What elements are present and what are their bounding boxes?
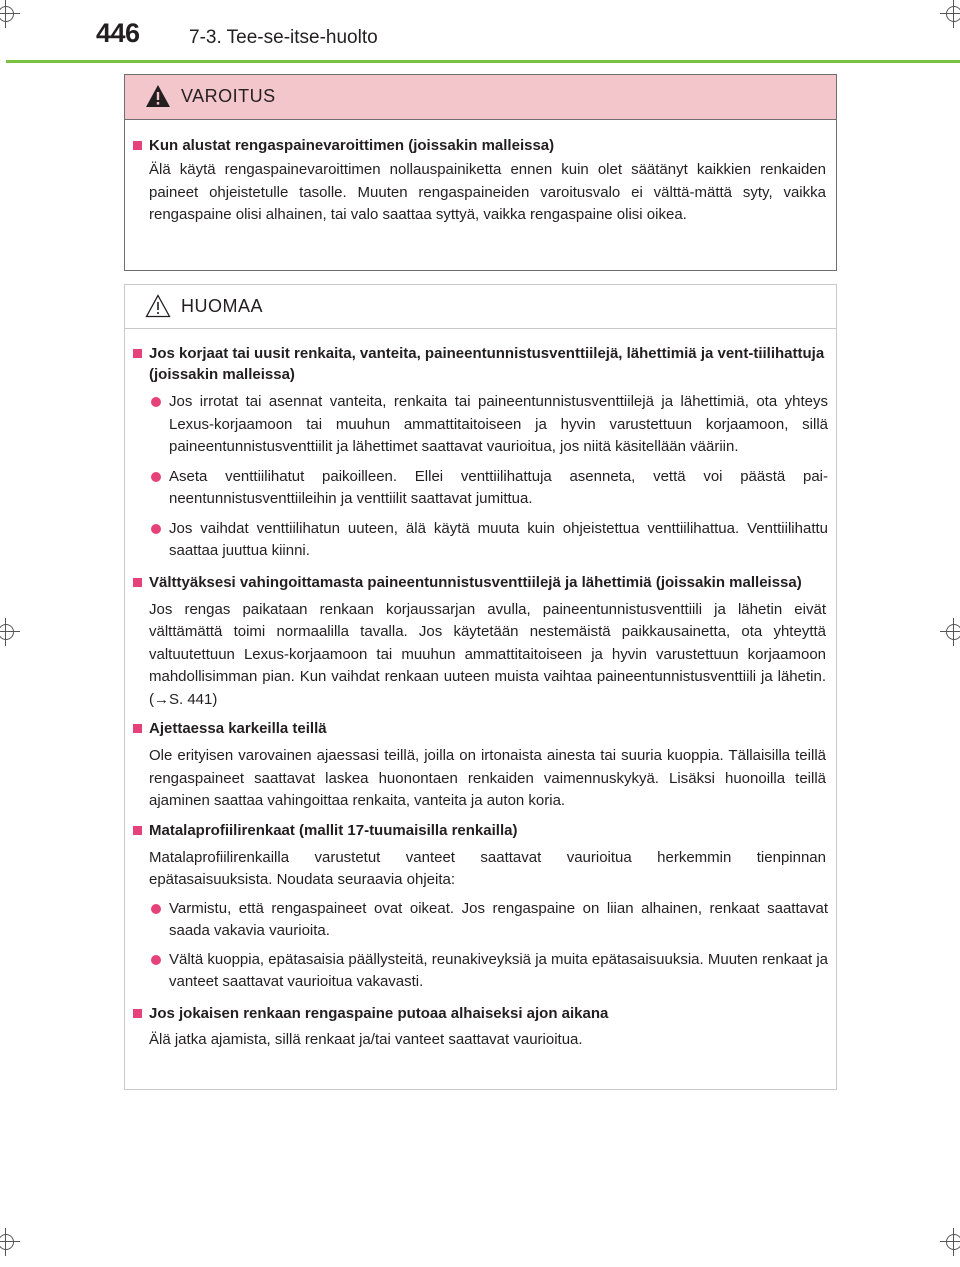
warning-text: Älä käytä rengaspainevaroittimen nollauspainiketta ennen kuin olet säätänyt kaikkien renkaiden paineet ohjeistetulle tasolle. Muuten rengaspaineiden varoitusvalo ei välttä-mättä syty, vaikka rengaspaine olisi alhainen, tai valo saattaa syttyä, vaikka rengaspaine olisi oikea. xyxy=(149,161,826,223)
notice-box xyxy=(124,284,837,1090)
notice-bullet-1-2: Aseta venttiilihatut paikoilleen. Ellei venttiilihattuja asenneta, vettä voi päästä pai-neentunnistusventtiileihin ja venttiilit saattavat jumittua. xyxy=(125,466,836,511)
warning-content xyxy=(125,135,836,227)
notice-heading-3: Ajettaessa karkeilla teillä xyxy=(125,718,836,739)
crop-mark-bottom-right xyxy=(940,1228,960,1256)
crop-mark-middle-left xyxy=(0,618,20,646)
notice-bullet-4-1: Varmistu, että rengaspaineet ovat oikeat. Jos rengaspaine on liian alhainen, renkaat saattavat saada vakavia vaurioita. xyxy=(125,898,836,943)
warning-header xyxy=(125,75,836,120)
notice-heading-2: Välttyäksesi vahingoittamasta paineentunnistusventtiilejä ja lähettimiä (joissakin malleissa) xyxy=(125,572,836,593)
square-bullet-icon xyxy=(133,826,142,835)
warning-title: VAROITUS xyxy=(181,86,276,106)
crop-mark-middle-right xyxy=(940,618,960,646)
square-bullet-icon xyxy=(133,1009,142,1018)
crop-mark-top-left xyxy=(0,0,20,28)
notice-content xyxy=(125,343,836,1051)
circle-bullet-icon xyxy=(151,955,161,965)
warning-triangle-icon xyxy=(145,84,171,108)
square-bullet-icon xyxy=(133,141,142,150)
notice-bullet-1-3: Jos vaihdat venttiilihatun uuteen, älä käytä muuta kuin ohjeistettua venttiilihattua. Venttiilihattu saattaa juuttua kiinni. xyxy=(125,518,836,563)
notice-text-2: Jos rengas paikataan renkaan korjaussarjan avulla, paineentunnistusventtiili ja lähetin eivät välttämättä toimi normaalilla tavalla. Jos käytetään nestemäistä paikkausainetta, ota yhteyttä valtuutettuun Lexus-korjaamoon tai muuhun ammattitaitoiseen ja hyvin varustettuun korjaamoon mahdollisimman pian. Kun vaihdat renkaan uuteen muista vaihtaa paineentunnistusventtiili ja lähetin. (→S. 441) xyxy=(149,600,826,708)
square-bullet-icon xyxy=(133,724,142,733)
square-bullet-icon xyxy=(133,578,142,587)
circle-bullet-icon xyxy=(151,397,161,407)
page-number: 446 xyxy=(96,18,140,48)
warning-box xyxy=(124,74,837,271)
header-rule xyxy=(6,60,960,63)
square-bullet-icon xyxy=(133,349,142,358)
circle-bullet-icon xyxy=(151,524,161,534)
notice-heading-1: Jos korjaat tai uusit renkaita, vanteita, paineentunnistusventtiilejä, lähettimiä ja vent-tiilihattuja (joissakin malleissa) xyxy=(125,343,836,385)
circle-bullet-icon xyxy=(151,904,161,914)
caution-triangle-icon xyxy=(145,294,171,318)
notice-bullet-4-2: Vältä kuoppia, epätasaisia päällysteitä, reunakiveyksiä ja muita epätasaisuuksia. Muuten renkaat ja vanteet saattavat vaurioitua vakavasti. xyxy=(125,949,836,994)
warning-heading: Kun alustat rengaspainevaroittimen (joissakin malleissa) xyxy=(125,135,836,156)
notice-heading-5: Jos jokaisen renkaan rengaspaine putoaa alhaiseksi ajon aikana xyxy=(125,1003,836,1024)
notice-title: HUOMAA xyxy=(181,296,264,316)
circle-bullet-icon xyxy=(151,472,161,482)
notice-heading-4: Matalaprofiilirenkaat (mallit 17-tuumaisilla renkailla) xyxy=(125,820,836,841)
crop-mark-bottom-left xyxy=(0,1228,20,1256)
section-title: 7-3. Tee-se-itse-huolto xyxy=(189,27,378,48)
notice-text-3: Ole erityisen varovainen ajaessasi teillä, joilla on irtonaista ainesta tai suuria kuoppia. Tällaisilla teillä rengaspaineet saattavat laskea huonontaen renkaiden vaimennuskykyä. Lisäksi huonoilla teillä ajaminen saattaa vahingoittaa renkaita, vanteita ja auton koria. xyxy=(149,747,826,809)
notice-header xyxy=(125,285,836,329)
notice-text-4: Matalaprofiilirenkailla varustetut vanteet saattavat vaurioitua herkemmin tienpinnan epätasaisuuksista. Noudata seuraavia ohjeita: xyxy=(149,848,826,888)
notice-text-5: Älä jatka ajamista, sillä renkaat ja/tai vanteet saattavat vaurioitua. xyxy=(149,1030,583,1048)
crop-mark-top-right xyxy=(940,0,960,28)
notice-bullet-1-1: Jos irrotat tai asennat vanteita, renkaita tai paineentunnistusventtiilejä ja lähettimiä, ota yhteys Lexus-korjaamoon tai muuhun ammattitaitoiseen ja hyvin varustettuun korjaamoon, sillä paineentunnistusventtiilit ja lähettimet saattavat vaurioitua, jos niitä käsitellään vääriin. xyxy=(125,391,836,459)
